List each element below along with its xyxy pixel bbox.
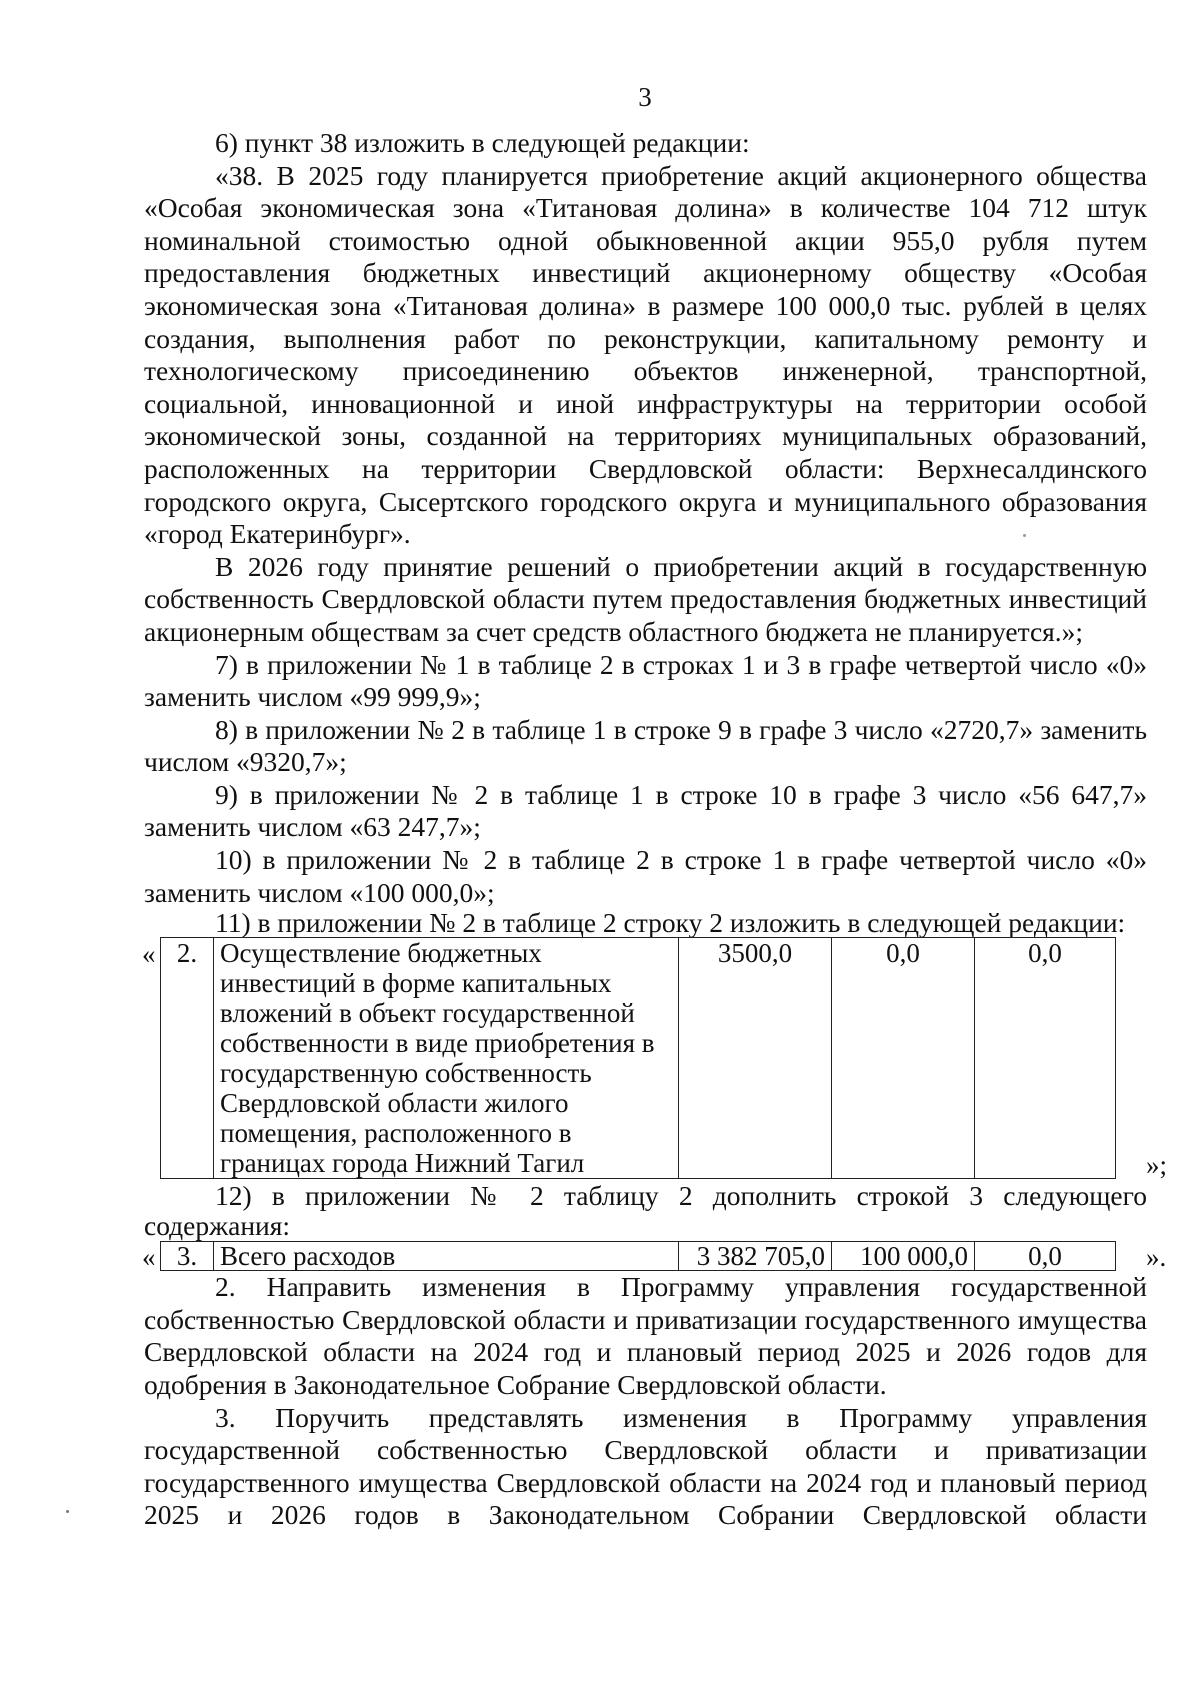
paragraph-item-6: 6) пункт 38 изложить в следующей редакции: (215, 127, 750, 158)
table-row (161, 1242, 1116, 1271)
row-value-2026-cell: 0,0 (975, 938, 1116, 1179)
scan-speck (1023, 534, 1026, 537)
paragraph-item-10: 10) в приложении № 2 в таблице 2 в строке 1 в графе четвертой число «0» заменить числом «100 000,0»; (144, 844, 1147, 908)
row-name-cell: Осуществление бюджетных инвестиций в форме капитальных вложений в объект государственной собственности в виде приобретения в государственную собственность Свердловской области жилого помещения, расположенного в границах города Нижний Тагил (214, 938, 679, 1179)
open-quote: « (142, 939, 156, 970)
row-value-2025-cell: 0,0 (832, 938, 975, 1179)
paragraph-item-7: 7) в приложении № 1 в таблице 2 в строках 1 и 3 в графе четвертой число «0» заменить числом «99 999,9»; (144, 648, 1147, 713)
paragraph-item-12: 12) в приложении № 2 таблицу 2 дополнить строкой 3 следующего содержания: (144, 1180, 1147, 1242)
scan-speck (66, 1510, 69, 1513)
added-row-3-block (142, 1241, 1167, 1273)
row-value-2024-cell: 3500,0 (679, 938, 832, 1179)
row-value-2024-cell: 3 382 705,0 (679, 1242, 832, 1271)
paragraph-item-38-text: «38. В 2025 году планируется приобретение акций акционерного общества «Особая экономическая зона «Титановая долина» в количестве 104 712 штук номинальной стоимостью одной обыкновенной акции 955,0 рубля путем предоставления бюджетных инвестиций акционерному обществу «Особая экономическая зона «Титановая долина» в размере 100 000,0 тыс. рублей в целях создания, выполнения работ по реконструкции, капитальному ремонту и технологическому присоединению объектов инженерной, транспортной, социальной, инновационной и иной инфраструктуры на территории особой экономической зоны, созданной на территориях муниципальных образований, расположенных на территории Свердловской области: Верхнесалдинского городского округа, Сысертского городского округа и муниципального образования «город Екатеринбург». (144, 159, 1147, 550)
row-number-cell: 3. (161, 1242, 214, 1271)
paragraph-item-9: 9) в приложении № 2 в таблице 1 в строке 10 в графе 3 число «56 647,7» заменить числом «63 247,7»; (144, 778, 1147, 843)
table-row (161, 938, 1116, 1179)
close-quote: »; (1146, 1150, 1168, 1181)
document-body (142, 127, 1168, 1532)
paragraph-section-3: 3. Поручить представлять изменения в Программу управления государственной собственностью Свердловской области и приватизации государственного имущества Свердловской области на 2024 год и плановый период 2025 и 2026 годов в Законодательном Собрании Свердловской области (144, 1401, 1147, 1531)
added-row-3-table (160, 1241, 1116, 1271)
amended-row-2-table (160, 937, 1116, 1179)
paragraph-item-11: 11) в приложении № 2 в таблице 2 строку 2 изложить в следующей редакции: (215, 907, 1126, 939)
row-name-cell: Всего расходов (214, 1242, 679, 1271)
paragraph-section-2: 2. Направить изменения в Программу управления государственной собственностью Свердловской области и приватизации государственного имущества Свердловской области на 2024 год и плановый период 2025 и 2026 годов для одобрения в Законодательное Собрание Свердловской области. (144, 1271, 1147, 1401)
row-value-2025-cell: 100 000,0 (832, 1242, 975, 1271)
open-quote: « (142, 1242, 156, 1273)
row-value-2026-cell: 0,0 (975, 1242, 1116, 1271)
paragraph-2026-plan: В 2026 году принятие решений о приобретении акций в государственную собственность Свердловской области путем предоставления бюджетных инвестиций акционерным обществам за счет средств областного бюджета не планируется.»; (144, 550, 1147, 647)
paragraph-item-8: 8) в приложении № 2 в таблице 1 в строке 9 в графе 3 число «2720,7» заменить числом «9320,7»; (144, 713, 1147, 778)
page-number: 3 (638, 82, 652, 112)
close-quote: ». (1146, 1242, 1167, 1273)
row-number-cell: 2. (161, 938, 214, 1179)
amended-row-2-block (142, 937, 1168, 1181)
